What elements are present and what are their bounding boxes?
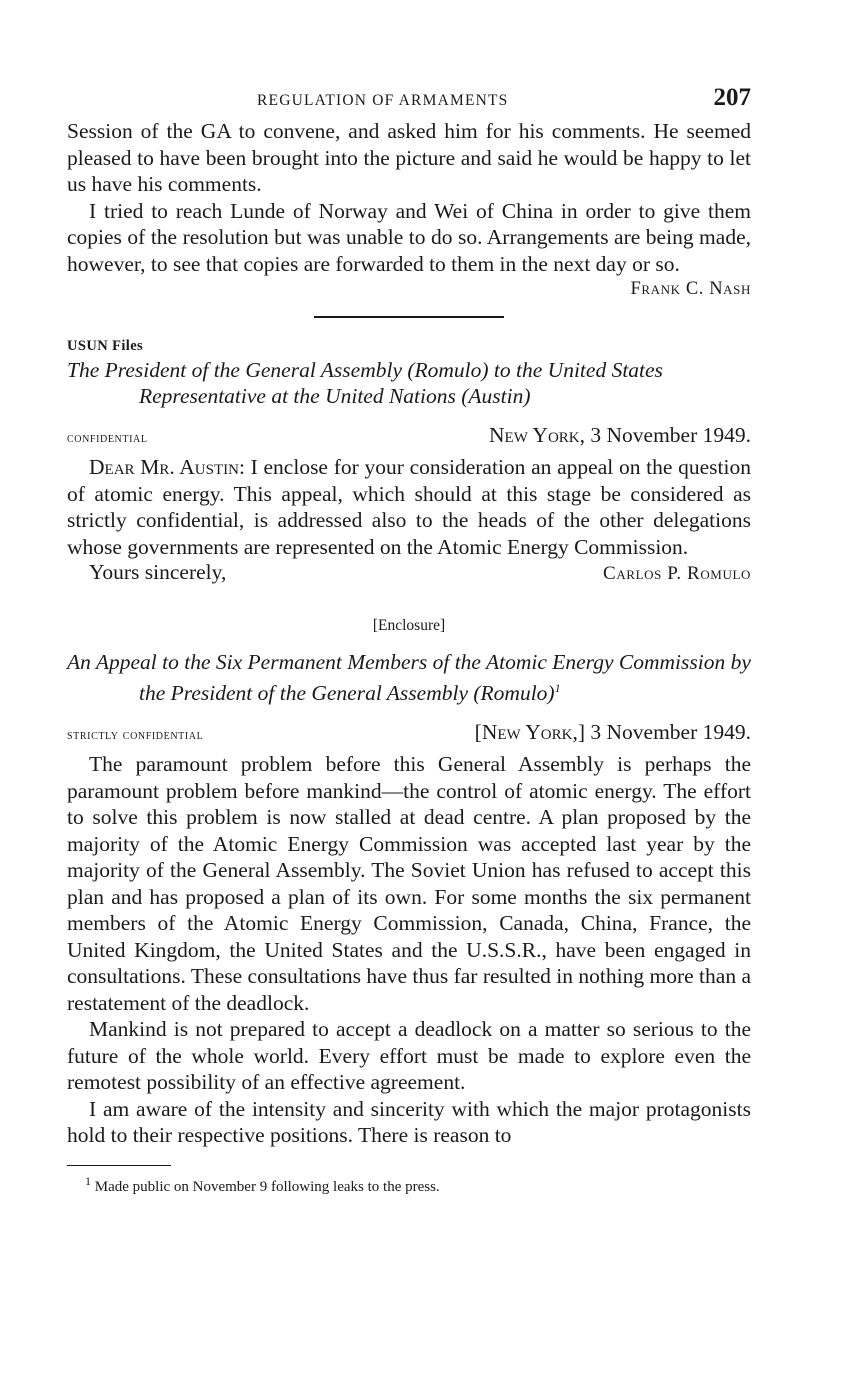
nash-signature: Frank C. Nash: [630, 279, 751, 299]
files-label: USUN Files: [67, 338, 144, 354]
enclosure-heading-text: An Appeal to the Six Permanent Members of the Atomic Energy Commission by the President of the General Assembly (Romulo): [67, 650, 751, 706]
appeal-paragraph-3: I am aware of the intensity and sincerity with which the major protagonists hold to their respective positions. There is reason to: [67, 1096, 751, 1148]
romulo-signature: Carlos P. Romulo: [603, 563, 751, 584]
appeal-paragraph-1: The paramount problem before this General Assembly is perhaps the paramount problem before mankind—the control of atomic energy. The effort to solve this problem is now stalled at dead centre. A plan proposed by the majority of the Atomic Energy Commission was accepted last year by the majority of the General Assembly. The Soviet Union has refused to accept this plan and has proposed a plan of its own. For some months the six permanent members of the Atomic Energy Commission, Canada, China, France, the United Kingdom, the United States and the U.S.S.R., have been engaged in consultations. These consultations have thus far resulted in nothing more than a restatement of the deadlock.: [67, 752, 751, 1015]
enclosure-dateline: [67, 720, 751, 745]
classification-label: confidential: [67, 430, 148, 446]
document-page: [67, 84, 751, 1196]
page-number: 207: [713, 84, 751, 111]
footnote-text: Made public on November 9 following leaks to the press.: [94, 1179, 440, 1196]
running-title: REGULATION OF ARMAMENTS: [257, 92, 509, 109]
running-header: [67, 84, 751, 118]
appeal-paragraph-2: Mankind is not prepared to accept a deadlock on a matter so serious to the future of the whole world. Every effort must be made to explore even the remotest possibility of an effective agreement.: [67, 1017, 751, 1095]
footnote-marker: 1: [85, 1174, 91, 1189]
section-divider: [314, 316, 504, 318]
enclosure-place: [New York,]: [474, 720, 585, 745]
nash-paragraph-2: I tried to reach Lunde of Norway and Wei of China in order to give them copies of the resolution but was unable to do so. Arrangements are being made, however, to see that copies are forwarded to them in the next day or so.: [67, 198, 751, 276]
enclosure-heading: [67, 649, 751, 706]
romulo-dateline: [67, 423, 751, 448]
place: New York,: [489, 423, 585, 447]
footnote-reference: 1: [554, 681, 561, 695]
romulo-closing: [67, 560, 751, 585]
romulo-letter-heading: The President of the General Assembly (Romulo) to the United States Representative at the United Nations (Austin): [67, 358, 663, 408]
complimentary-close: Yours sincerely,: [89, 560, 227, 584]
enclosure-classification: strictly confidential: [67, 727, 204, 744]
body-text: : I enclose for your consideration an appeal on the question of atomic energy. This appeal, which should at this stage be considered as strictly confidential, is addressed also to the heads of the other delegations whose governments are represented on the Atomic Energy Commission.: [67, 455, 751, 559]
date: 3 November 1949.: [590, 423, 751, 447]
footnote: [67, 1174, 751, 1196]
enclosure-label: [Enclosure]: [372, 617, 446, 634]
salutation: Dear Mr. Austin: [89, 455, 239, 479]
place-date: [489, 423, 751, 448]
nash-paragraph-1: Session of the GA to convene, and asked him for his comments. He seemed pleased to have been brought into the picture and said he would be happy to let us have his comments.: [67, 119, 751, 196]
romulo-letter-body: [67, 454, 751, 560]
footnote-divider: [67, 1165, 171, 1167]
enclosure-place-date: [475, 720, 751, 745]
enclosure-date: 3 November 1949.: [590, 720, 751, 745]
